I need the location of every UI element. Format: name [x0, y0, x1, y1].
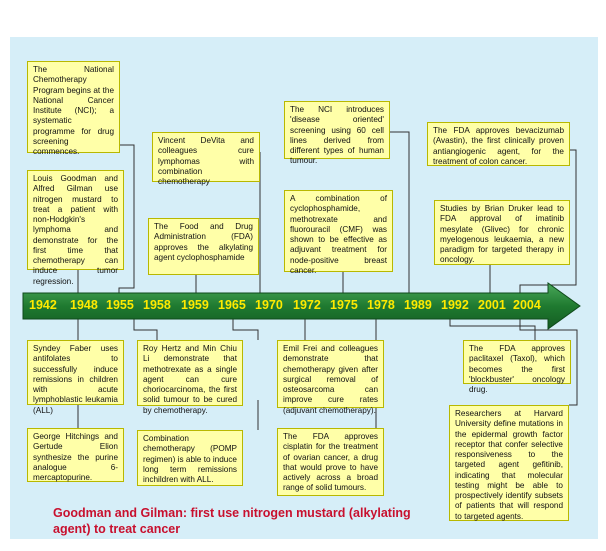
event-box-paclitaxel: The FDA approves paclitaxel (Taxol), which becomes the first 'blockbuster' oncology drug.: [463, 340, 571, 384]
year-label: 1975: [330, 298, 358, 312]
connector-paclitaxel: [450, 318, 535, 340]
year-label: 1992: [441, 298, 469, 312]
year-label: 1972: [293, 298, 321, 312]
event-box-nci-program: The National Chemotherapy Program begins at the National Cancer Institute (NCI); a systematic programme for drug screening commences.: [27, 61, 120, 153]
figure-caption: Goodman and Gilman: first use nitrogen mustard (alkylating agent) to treat cancer: [53, 506, 411, 537]
event-box-bevacizumab: The FDA approves bevacizumab (Avastin), the first clinically proven antiangiogenic agent, for the treatment of colon cancer.: [427, 122, 570, 166]
year-label: 1989: [404, 298, 432, 312]
event-box-cisplatin: The FDA approves cisplatin for the treatment of ovarian cancer, a drug that would prove to have actively across a broad range of solid tumours.: [277, 428, 384, 496]
year-label: 1970: [255, 298, 283, 312]
event-box-imatinib: Studies by Brian Druker lead to FDA approval of imatinib mesylate (Glivec) for chronic myelogenous leukaemia, a new paradigm for targeted therapy in oncology.: [434, 200, 570, 265]
year-label: 1942: [29, 298, 57, 312]
year-label: 1958: [143, 298, 171, 312]
event-box-gefitinib: Researchers at Harvard University define mutations in the epidermal growth factor receptor that confer selective responsiveness to the targeted agent gefitinib, indicating that molecular testing might be able to prospectively identify subsets of patients that will respond to targeted agents.: [449, 405, 569, 521]
year-label: 1955: [106, 298, 134, 312]
event-box-pomp: Combination chemotherapy (POMP regimen) is able to induce long term remissions inchildren with ALL.: [137, 430, 243, 486]
connector-hertz-li: [134, 318, 157, 340]
event-box-hertz-li: Roy Hertz and Min Chiu Li demonstrate that methotrexate as a single agent can cure choriocarcinoma, the first solid tumour to be cured by chemotherapy.: [137, 340, 243, 406]
event-box-fda-cyclophosphamide: The Food and Drug Administration (FDA) approves the alkylating agent cyclophosphamide: [148, 218, 259, 275]
event-box-frei: Emil Frei and colleagues demonstrate that chemotherapy given after surgical removal of osteosarcoma can improve cure rates (adjuvant chemotherapy).: [277, 340, 384, 408]
year-label: 1959: [181, 298, 209, 312]
event-box-goodman-gilman: Louis Goodman and Alfred Gilman use nitrogen mustard to treat a patient with non-Hodgkin's lymphoma and demonstrate for the first time that chemotherapy can induce tumor regression.: [27, 170, 124, 270]
year-label: 1948: [70, 298, 98, 312]
year-label: 1978: [367, 298, 395, 312]
event-box-devita: Vincent DeVita and colleagues cure lymphomas with combination chemotherapy: [152, 132, 260, 182]
event-box-cmf: A combination of cyclophosphamide, methotrexate and fluorouracil (CMF) was shown to be effective as adjuvant treatment for node-positive breast cancer.: [284, 190, 393, 272]
connector-pomp-link: [233, 318, 258, 340]
event-box-nci-disease-oriented: The NCI introduces 'disease oriented' screening using 60 cell lines derived from different types of human tumour.: [284, 101, 390, 159]
year-label: 2004: [513, 298, 541, 312]
year-label: 2001: [478, 298, 506, 312]
year-label: 1965: [218, 298, 246, 312]
event-box-farber: Syndey Faber uses antifolates to successfully induce remissions in children with acute lymphoblastic leukamia (ALL): [27, 340, 124, 405]
event-box-hitchings-elion: George Hitchings and Gertude Elion synthesize the purine analogue 6-mercaptopurine.: [27, 428, 124, 482]
